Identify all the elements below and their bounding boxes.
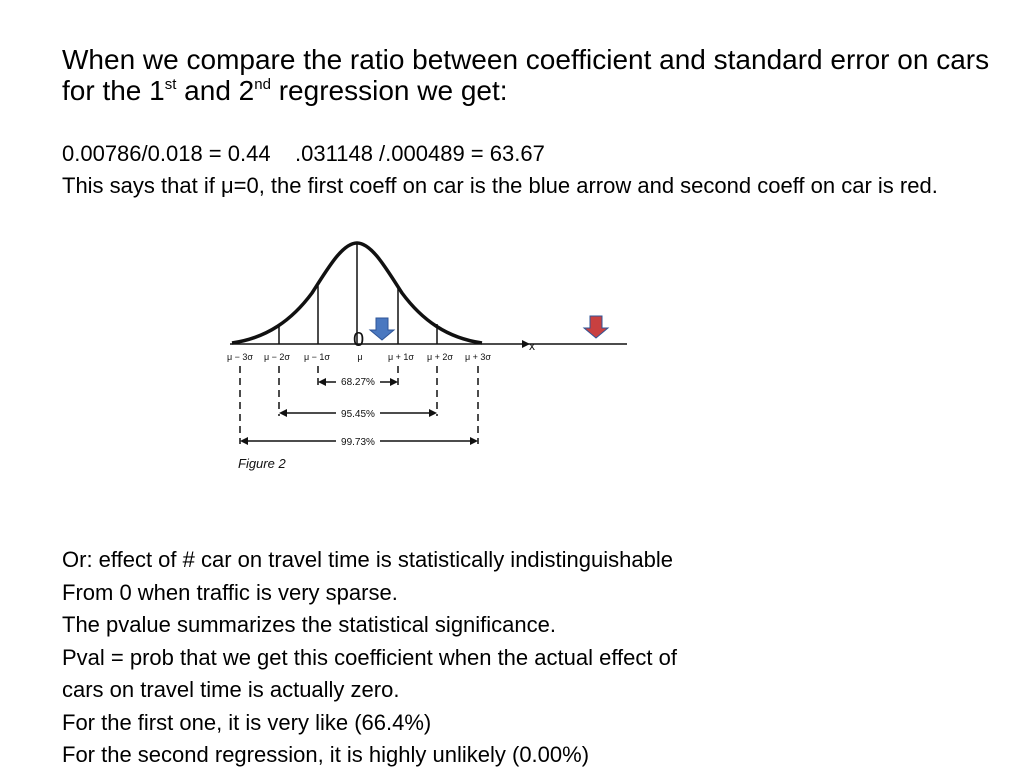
body-text	[62, 544, 992, 772]
body-line: The pvalue summarizes the statistical significance.	[62, 612, 556, 637]
normal-distribution-figure	[222, 238, 642, 478]
title-sup-2: nd	[254, 76, 271, 93]
body-line: cars on travel time is actually zero.	[62, 677, 400, 702]
tick-label-minus-3: μ − 3σ	[226, 352, 254, 362]
tick-label-mean: μ	[357, 352, 363, 362]
zero-label: 0	[353, 329, 365, 351]
interval-label-99: 99.73%	[341, 437, 375, 448]
tick-label-plus-3: μ + 3σ	[464, 352, 492, 362]
equation-line	[62, 141, 545, 167]
body-line: Or: effect of # car on travel time is statistically indistinguishable	[62, 547, 673, 572]
equation-second: .031148 /.000489 = 63.67	[295, 141, 545, 166]
interval-label-68: 68.27%	[341, 377, 375, 388]
body-line: For the first one, it is very like (66.4%)	[62, 709, 432, 735]
tick-label-minus-2: μ − 2σ	[263, 352, 291, 362]
tick-label-minus-1: μ − 1σ	[303, 352, 331, 362]
figure-caption: Figure 2	[238, 456, 286, 471]
title-text-2: and 2	[176, 75, 255, 106]
tick-label-plus-2: μ + 2σ	[426, 352, 454, 362]
red-arrow-icon	[584, 316, 608, 338]
title-text-1: When we compare the ratio between coefficient and standard error on cars for the 1	[62, 44, 990, 106]
title-sup-1: st	[164, 76, 177, 93]
description-text: This says that if μ=0, the first coeff on car is the blue arrow and second coeff on car is red.	[62, 173, 938, 198]
tick-label-plus-1: μ + 1σ	[387, 352, 415, 362]
x-axis-label: x	[529, 339, 535, 353]
body-line: From 0 when traffic is very sparse.	[62, 579, 398, 605]
equation-first: 0.00786/0.018 = 0.44	[62, 141, 271, 166]
body-line: Pval = prob that we get this coefficient when the actual effect of	[62, 644, 677, 670]
blue-arrow-icon	[370, 318, 394, 340]
interval-label-95: 95.45%	[341, 409, 375, 420]
body-line: For the second regression, it is highly unlikely (0.00%)	[62, 742, 590, 767]
title-text-3: regression we get:	[270, 75, 508, 106]
figure-svg	[222, 238, 642, 478]
slide-title	[62, 44, 992, 106]
